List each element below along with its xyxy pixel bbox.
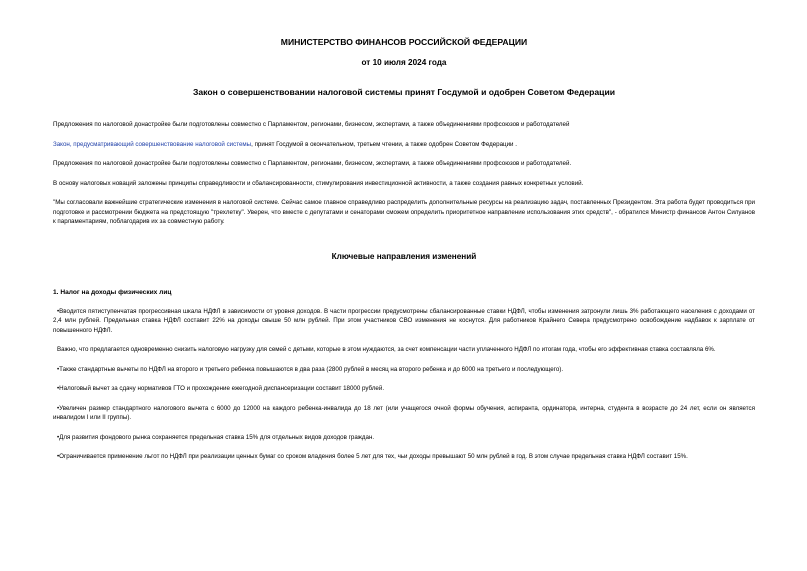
list-item [53,365,755,375]
document-title: Закон о совершенствовании налоговой системы принят Госдумой и одобрен Советом Федерации [192,87,616,97]
bullet-icon: • [57,433,60,441]
list-item-text: Также стандартные вычеты по НДФЛ на второго и третьего ребенка повышаются в два раза (2800 рублей в месяц на второго ребенка и до 6000 на третьего и последующего). [59,365,564,373]
intro-paragraph-2 [53,140,755,150]
list-item-text: Ограничивается применение льгот по НДФЛ при реализации ценных бумаг со сроком владения более 5 лет для тех, чьи доходы превышают 50 млн рублей в год. В этом случае предельная ставка НДФЛ составит 15%. [59,453,688,460]
bullet-icon: • [57,404,60,412]
document-date: от 10 июля 2024 года [361,58,447,67]
section-title: Ключевые направления изменений [331,251,477,261]
bullet-icon: • [57,307,60,315]
list-item [53,452,755,462]
list-item-text: Налоговый вычет за сдачу нормативов ГТО и прохождение ежегодной диспансеризации составит 18000 рублей. [59,385,385,392]
bullet-icon: • [57,453,60,460]
intro-paragraph-3: Предложения по налоговой донастройке были подготовлены совместно с Парламентом, регионами, бизнесом, экспертами, а также объединениями профсоюзов и работодателей. [53,160,572,167]
list-item [53,384,755,394]
law-link[interactable]: Закон, предусматривающий совершенствование налоговой системы [53,140,252,148]
list-item-text: Вводится пятиступенчатая прогрессивная шкала НДФЛ в зависимости от уровня доходов. В части прогрессии предусмотрены сбалансированные ставки НДФЛ, чтобы изменения затронули лишь 3% работающего населения с доходами от 2,4 млн рублей. Предельная ставка НДФЛ составит 22% на доходы свыше 50 млн рублей. При этом участников СВО изменения не коснутся. Для работников Крайнего Севера предусмотрено освобождение надбавок к зарплате от повышенного НДФЛ. [53,307,755,334]
bullet-icon: • [57,385,60,392]
intro-paragraph-4: В основу налоговых новаций заложены принципы справедливости и сбалансированности, стимулирования инвестиционной активности, а также создания равных конкретных условий. [53,179,584,187]
list-item-text: Увеличен размер стандартного налогового вычета с 6000 до 12000 на каждого ребенка-инвалида до 18 лет (или учащегося очной формы обучения, аспиранта, ординатора, интерна, студента в возрасте до 24 лет, если он является инвалидом I или II группы). [53,404,755,421]
intro-paragraph-2-rest: , принят Госдумой в окончательном, третьем чтении, а также одобрен Советом Федерации . [251,140,517,148]
subsection-title-ndfl: 1. Налог на доходы физических лиц [53,288,172,296]
list-item [53,307,755,336]
list-item-text: Важно, что предлагается одновременно снизить налоговую нагрузку для семей с детьми, которые в этом нуждаются, за счет компенсации части уплаченного НДФЛ по итогам года, чтобы его эффективная ставка составляла 6%. [57,346,716,353]
list-item [53,345,755,355]
organization-header: МИНИСТЕРСТВО ФИНАНСОВ РОССИЙСКОЙ ФЕДЕРАЦИИ [280,37,528,47]
minister-quote: "Мы согласовали важнейшие стратегические изменения в налоговой системе. Сейчас самое главное справедливо распределить дополнительные ресурсы на реализацию задач, поставленных Президентом. Эта работа будет проводиться при подготовке и рассмотрении бюджета на предстоящую "трехлетку". Уверен, что вместе с депутатами и сенаторами сможем определить приоритетное направление использования этих средств", - обратился Министр финансов Антон Силуанов к парламентариям, поблагодарив их за совместную работу. [53,199,755,225]
intro-paragraph-1: Предложения по налоговой донастройке были подготовлены совместно с Парламентом, регионами, бизнесом, экспертами, а также объединениями профсоюзов и работодателей [53,121,570,128]
list-item [53,404,755,423]
list-item-text: Для развития фондового рынка сохраняется предельная ставка 15% для отдельных видов доходов граждан. [59,433,375,441]
bullet-icon: • [57,365,60,373]
list-item [53,433,755,443]
